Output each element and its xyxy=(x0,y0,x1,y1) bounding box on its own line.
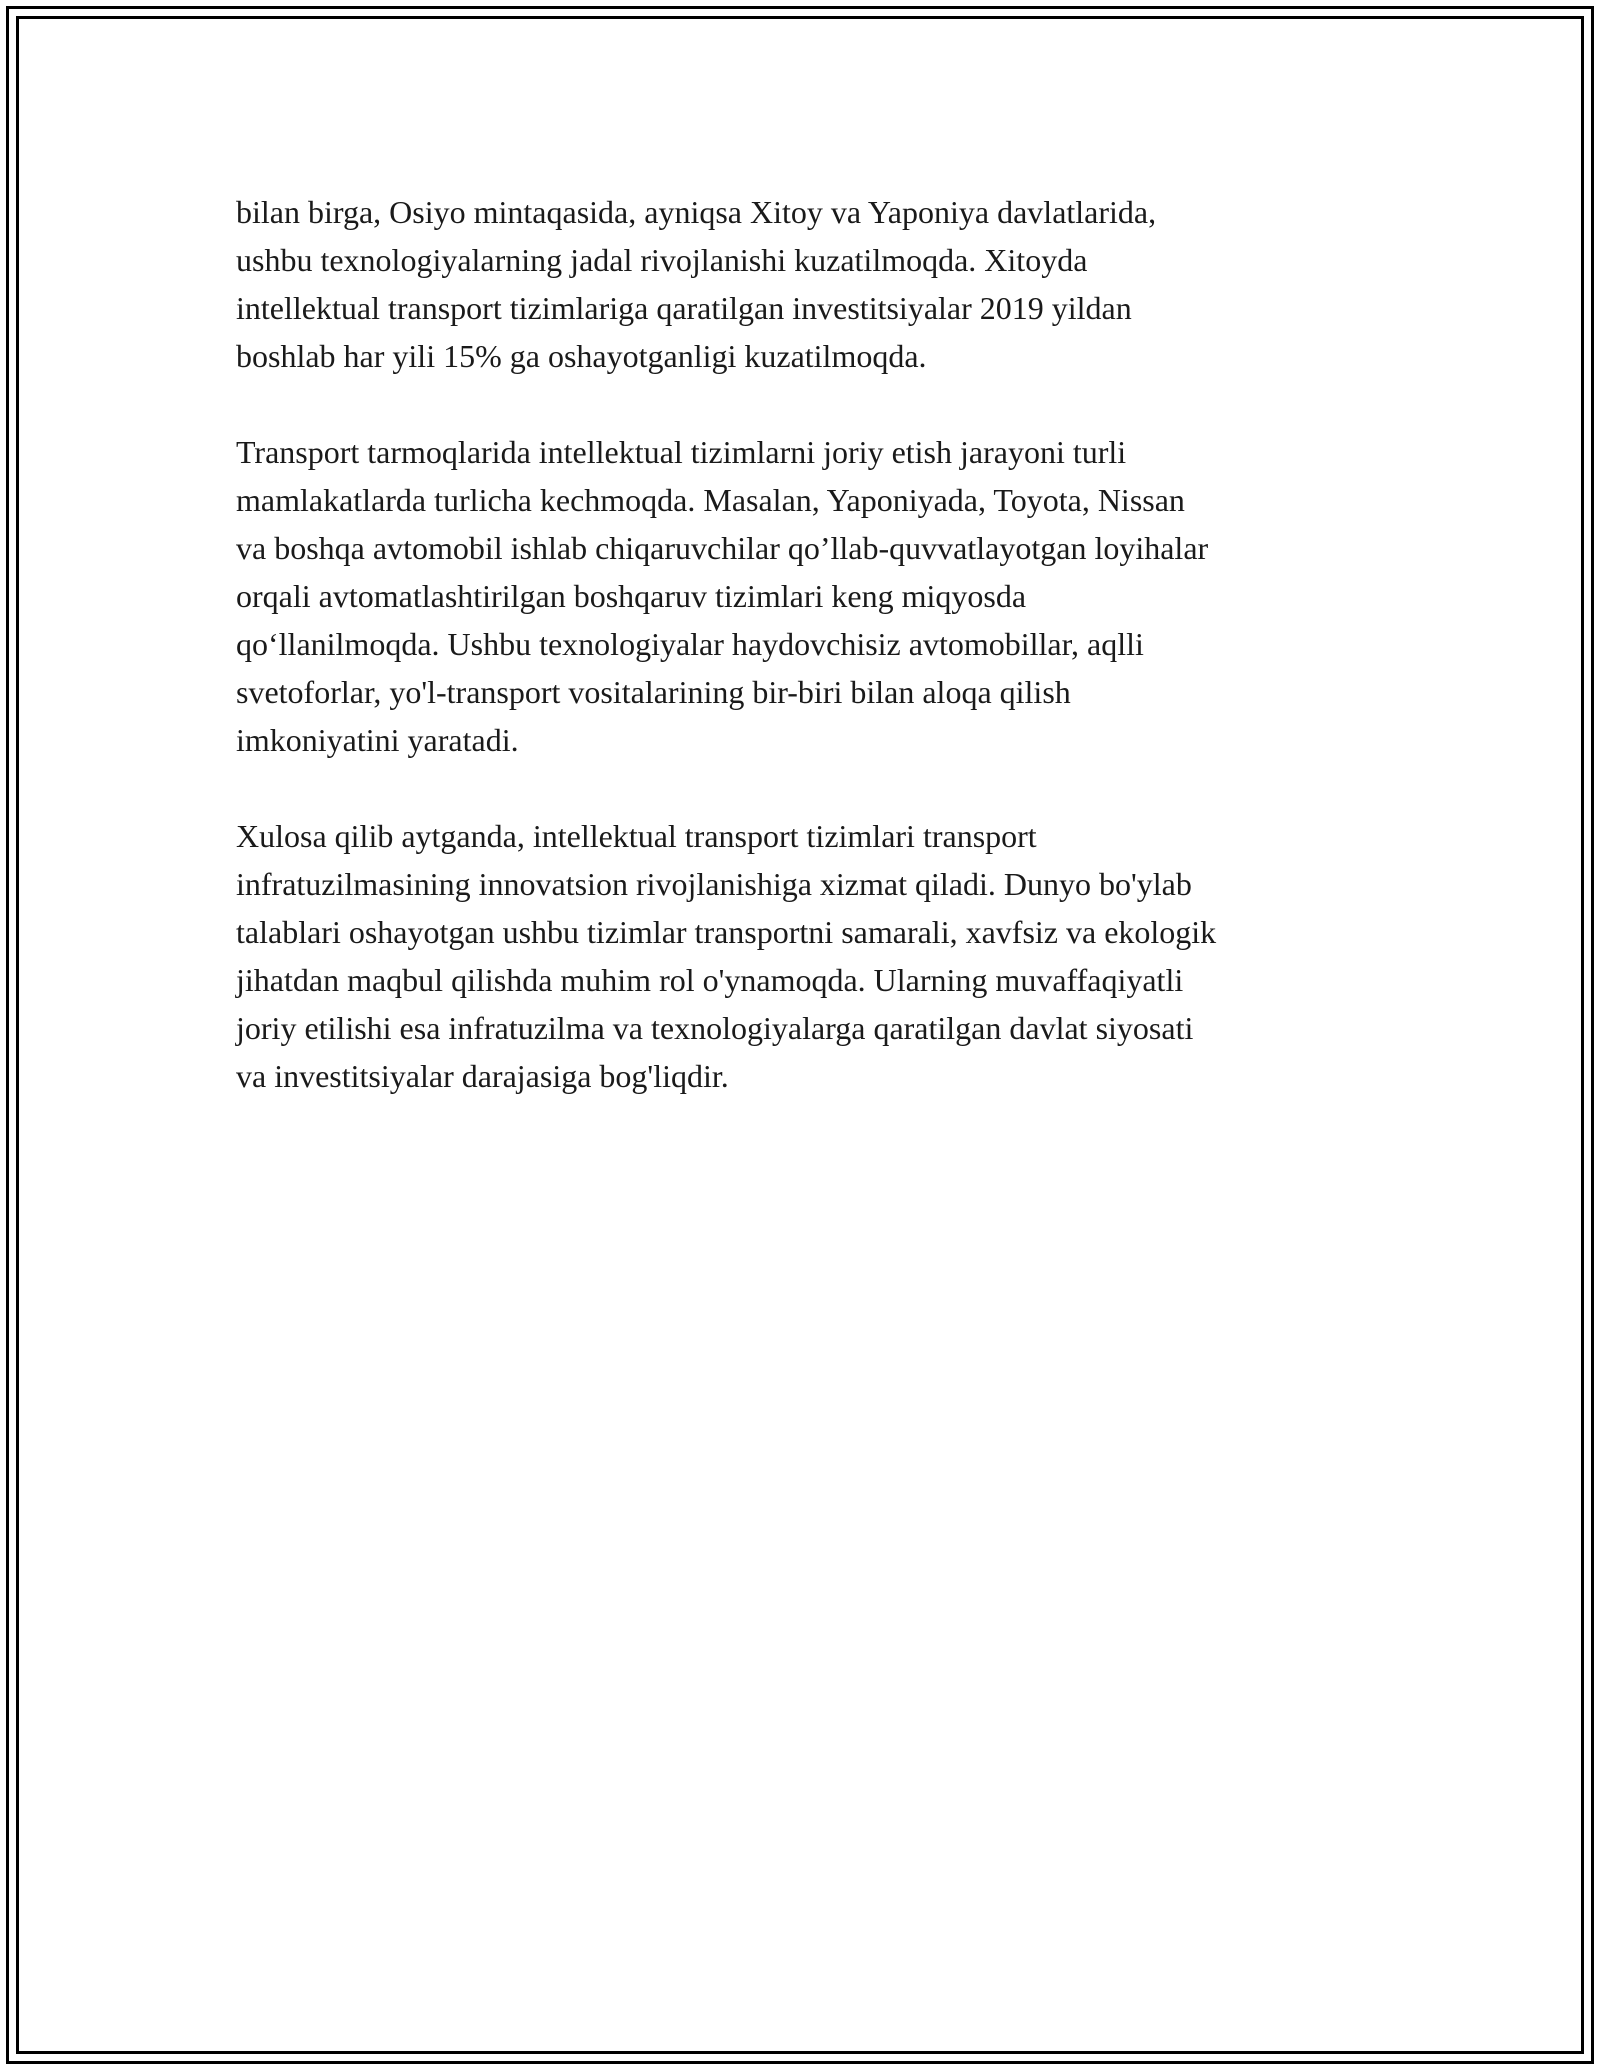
text-line: va investitsiyalar darajasiga bog'liqdir. xyxy=(236,1058,729,1094)
text-line: ushbu texnologiyalarning jadal rivojlanishi kuzatilmoqda. Xitoyda xyxy=(236,242,1088,278)
text-line: joriy etilishi esa infratuzilma va texnologiyalarga qaratilgan davlat siyosati xyxy=(236,1010,1194,1046)
text-line: Xulosa qilib aytganda, intellektual transport tizimlari transport xyxy=(236,818,1037,854)
paragraph-2 xyxy=(236,428,1396,764)
paragraph-1 xyxy=(236,188,1396,380)
text-line: va boshqa avtomobil ishlab chiqaruvchilar qo’llab-quvvatlayotgan loyihalar xyxy=(236,530,1209,566)
text-line: talablari oshayotgan ushbu tizimlar transportni samarali, xavfsiz va ekologik xyxy=(236,914,1217,950)
text-line: infratuzilmasining innovatsion rivojlanishiga xizmat qiladi. Dunyo bo'ylab xyxy=(236,866,1192,902)
text-line: Transport tarmoqlarida intellektual tizimlarni joriy etish jarayoni turli xyxy=(236,434,1127,470)
text-line: bilan birga, Osiyo mintaqasida, ayniqsa Xitoy va Yaponiya davlatlarida, xyxy=(236,194,1157,230)
text-line: qo‘llanilmoqda. Ushbu texnologiyalar haydovchisiz avtomobillar, aqlli xyxy=(236,626,1144,662)
text-line: boshlab har yili 15% ga oshayotganligi kuzatilmoqda. xyxy=(236,338,927,374)
paragraph-3 xyxy=(236,812,1396,1100)
text-line: mamlakatlarda turlicha kechmoqda. Masalan, Yaponiyada, Toyota, Nissan xyxy=(236,482,1185,518)
text-line: orqali avtomatlashtirilgan boshqaruv tizimlari keng miqyosda xyxy=(236,578,1027,614)
text-line: intellektual transport tizimlariga qaratilgan investitsiyalar 2019 yildan xyxy=(236,290,1132,326)
text-line: svetoforlar, yo'l-transport vositalarining bir-biri bilan aloqa qilish xyxy=(236,674,1071,710)
text-line: imkoniyatini yaratadi. xyxy=(236,722,519,758)
document-body xyxy=(236,188,1396,1148)
text-line: jihatdan maqbul qilishda muhim rol o'ynamoqda. Ularning muvaffaqiyatli xyxy=(236,962,1184,998)
